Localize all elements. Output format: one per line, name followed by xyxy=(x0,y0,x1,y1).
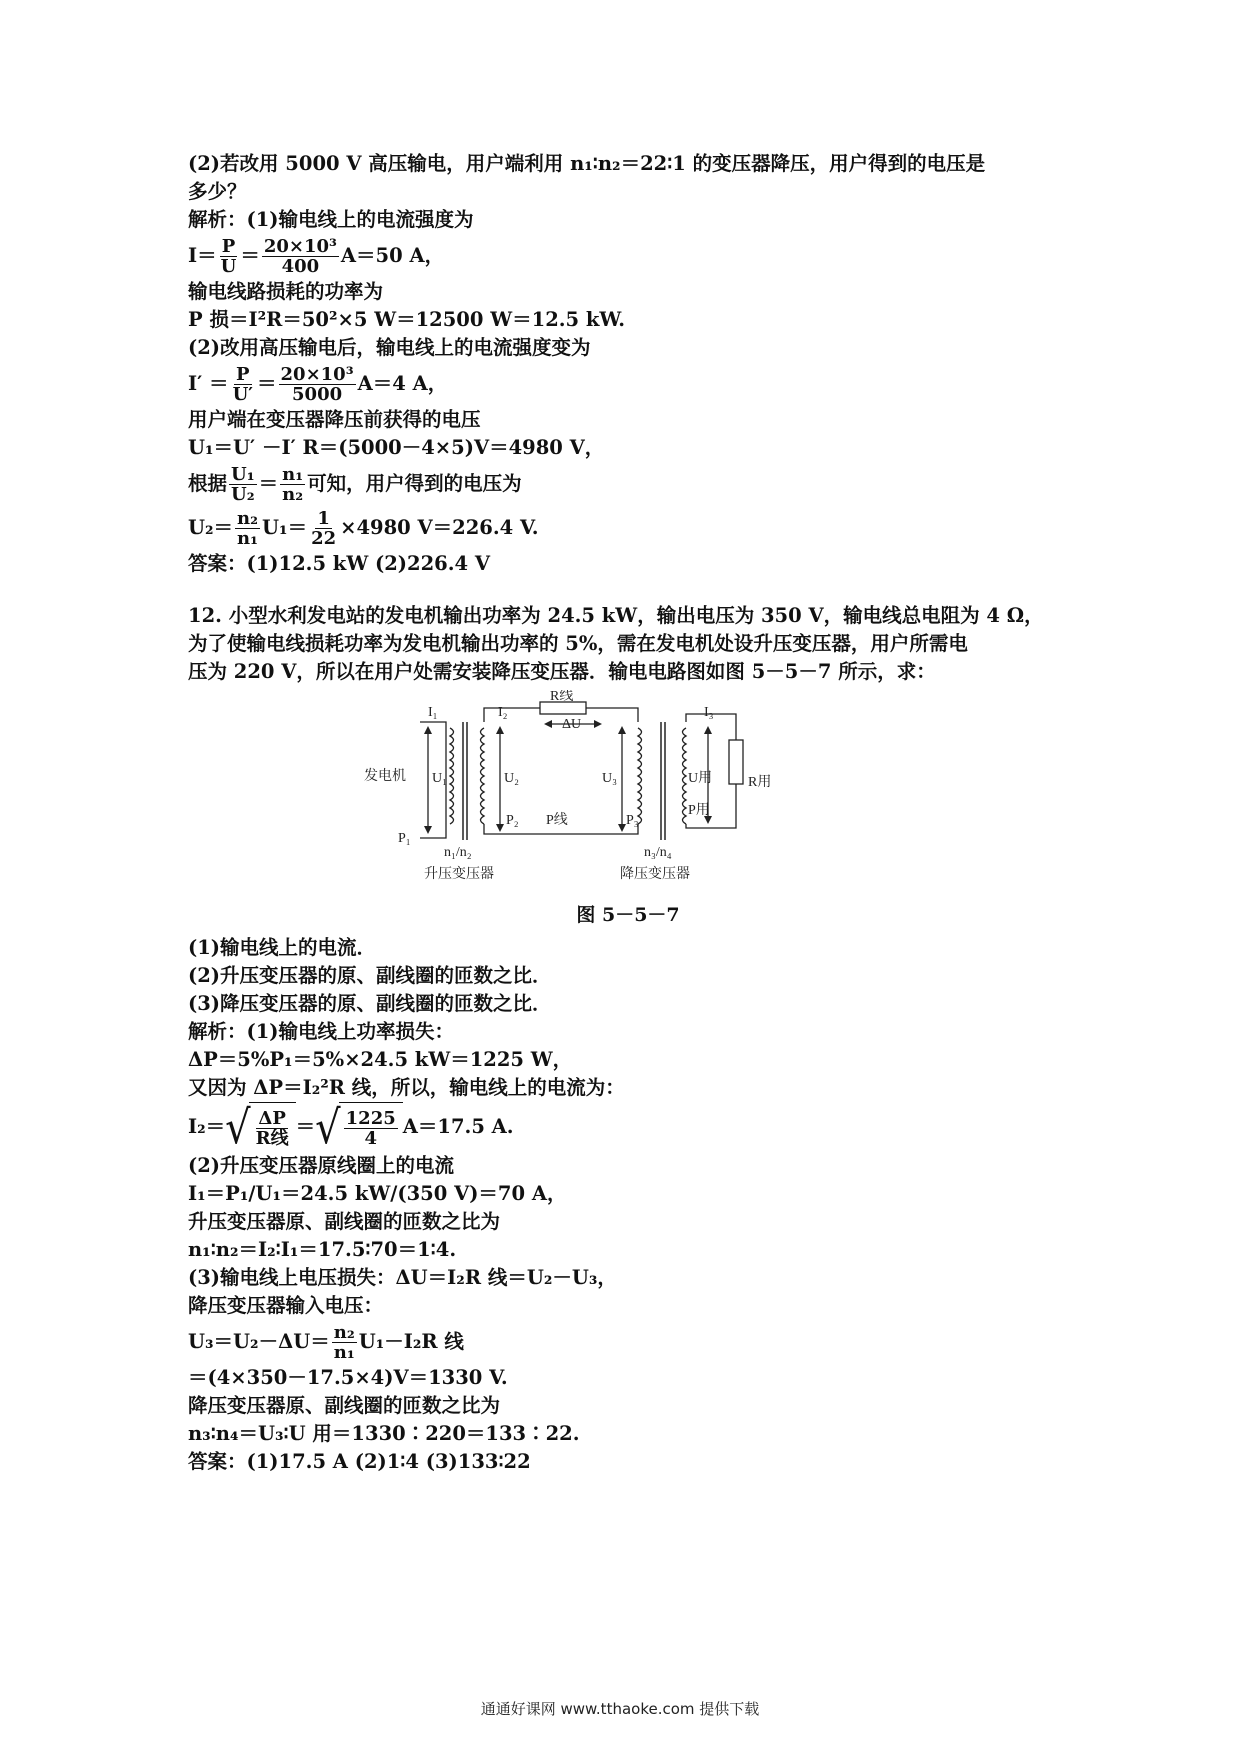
eq-text: I＝ xyxy=(188,244,217,267)
label-p-user: P用 xyxy=(688,803,710,818)
label-i1: I₁ xyxy=(428,705,438,720)
eq-text: ＝ xyxy=(240,244,260,267)
label-generator: 发电机 xyxy=(364,768,406,784)
circuit-diagram xyxy=(188,690,1068,900)
eq-text: ×4980 V＝226.4 V. xyxy=(340,516,539,539)
eq-text: A＝50 A， xyxy=(340,244,445,267)
eq-text: U₃＝U₂－ΔU＝ xyxy=(188,1330,330,1353)
document-page xyxy=(188,150,1068,1476)
solution-heading: 解析：(1)输电线上功率损失： xyxy=(188,1020,455,1043)
label-u2: U₂ xyxy=(504,771,519,786)
solution-text: 升压变压器原、副线圈的匝数之比为 xyxy=(188,1210,501,1233)
solution-text: 降压变压器输入电压： xyxy=(188,1294,384,1317)
equation-i2 xyxy=(188,1102,1068,1152)
eq-text: 根据 xyxy=(188,472,228,495)
solution-text: n₃∶n₄＝U₃∶U 用＝1330∶220＝133∶22. xyxy=(188,1422,580,1445)
coil-secondary-2 xyxy=(683,728,687,824)
eq-text: U₁＝ xyxy=(262,516,308,539)
label-r-user: R用 xyxy=(748,775,772,790)
label-i2: I₂ xyxy=(498,705,508,720)
solution-text: 用户端在变压器降压前获得的电压 xyxy=(188,408,481,431)
label-p-line: P线 xyxy=(546,813,568,828)
fraction: $\frac{\Delta P}{\text{R线}}$ xyxy=(255,1108,289,1149)
answer-line: 答案：(1)17.5 A (2)1∶4 (3)133∶22 xyxy=(188,1450,531,1473)
equation-current xyxy=(188,234,1068,278)
solution-text: 又因为 ΔP＝I₂²R 线，所以，输电线上的电流为： xyxy=(188,1076,625,1099)
figure-caption: 图 5－5－7 xyxy=(576,904,680,926)
solution-text: n₁∶n₂＝I₂∶I₁＝17.5∶70＝1∶4. xyxy=(188,1238,457,1261)
coil-primary-2 xyxy=(638,728,642,824)
question-text: 多少？ xyxy=(188,180,247,203)
label-r-line: R线 xyxy=(550,690,574,704)
label-p1: P₁ xyxy=(398,831,411,846)
fraction: $\frac{\text{n₂}}{\text{n₁}}$ xyxy=(333,1322,355,1363)
eq-text: I₂＝ xyxy=(188,1115,226,1138)
eq-text: ＝ xyxy=(257,372,277,395)
question-text: (2)升压变压器的原、副线圈的匝数之比． xyxy=(188,964,552,987)
solution-text: (2)升压变压器原线圈上的电流 xyxy=(188,1154,455,1177)
fraction: $\frac{\text{20×10³}}{5000}$ xyxy=(280,364,354,405)
solution-text: (3)输电线上电压损失：ΔU＝I₂R 线＝U₂－U₃， xyxy=(188,1266,617,1289)
eq-text: U₂＝ xyxy=(188,516,234,539)
solution-text: 降压变压器原、副线圈的匝数之比为 xyxy=(188,1394,501,1417)
label-p3: P₃ xyxy=(626,813,639,828)
fraction: $\frac{\text{U₁}}{\text{U₂}}$ xyxy=(231,464,255,505)
solution-text: I₁＝P₁/U₁＝24.5 kW/(350 V)＝70 A， xyxy=(188,1182,567,1205)
equation-u2 xyxy=(188,506,1068,550)
question-text: 12. 小型水利发电站的发电机输出功率为 24.5 kW，输出电压为 350 V，输电线总电阻为 4 Ω， xyxy=(188,604,1044,627)
question-text: (2)若改用 5000 V 高压输电，用户端利用 n₁∶n₂＝22∶1 的变压器降压，用户得到的电压是 xyxy=(188,152,986,175)
equation-ratio xyxy=(188,462,1068,506)
square-root: √ $\frac{\Delta P}{\text{R线}}$ xyxy=(225,1102,295,1153)
resistor-user xyxy=(729,740,743,784)
circuit-svg xyxy=(188,690,1068,900)
label-step-down: 降压变压器 xyxy=(620,866,690,882)
fraction: $\frac{P}{U}$ xyxy=(220,236,237,277)
fraction: $\frac{\text{n₂}}{\text{n₁}}$ xyxy=(237,508,259,549)
spacer xyxy=(188,578,1068,602)
question-text: 为了使输电线损耗功率为发电机输出功率的 5%，需在发电机处设升压变压器，用户所需电 xyxy=(188,632,968,655)
coil-secondary-1 xyxy=(481,728,485,824)
label-du: ΔU xyxy=(562,717,582,732)
page-footer: 通通好课网 www.tthaoke.com 提供下载 xyxy=(480,1700,760,1718)
fraction: $\frac{1225}{4}$ xyxy=(345,1108,396,1149)
eq-text: A＝17.5 A. xyxy=(402,1115,514,1138)
equation-loss: P 损＝I²R＝50²×5 W＝12500 W＝12.5 kW. xyxy=(188,308,626,331)
eq-text: ＝ xyxy=(295,1115,316,1138)
eq-text: ＝ xyxy=(258,472,279,495)
label-u3: U₃ xyxy=(602,771,617,786)
fraction: $\frac{\text{n₁}}{\text{n₂}}$ xyxy=(282,464,304,505)
solution-text: (2)改用高压输电后，输电线上的电流强度变为 xyxy=(188,336,591,359)
solution-text: 输电线路损耗的功率为 xyxy=(188,280,384,303)
equation-u1: U₁＝U′ －I′ R＝(5000－4×5)V＝4980 V， xyxy=(188,436,605,459)
wire xyxy=(484,708,540,722)
label-i3: I₃ xyxy=(704,705,714,720)
eq-text: 可知，用户得到的电压为 xyxy=(307,472,522,495)
label-u-user: U用 xyxy=(688,771,713,786)
eq-text: I′ ＝ xyxy=(188,372,229,395)
equation-u3 xyxy=(188,1320,1068,1364)
wire xyxy=(586,708,638,722)
solution-text: ＝(4×350－17.5×4)V＝1330 V. xyxy=(188,1366,508,1389)
fraction: $\frac{P}{U'}$ xyxy=(232,364,254,405)
solution-text: ΔP＝5%P₁＝5%×24.5 kW＝1225 W， xyxy=(188,1048,573,1071)
question-text: (1)输电线上的电流． xyxy=(188,936,377,959)
question-text: (3)降压变压器的原、副线圈的匝数之比． xyxy=(188,992,552,1015)
eq-text: A＝4 A， xyxy=(357,372,448,395)
label-n12: n₁/n₂ xyxy=(444,845,472,860)
eq-text: U₁－I₂R 线 xyxy=(358,1330,464,1353)
square-root: √ $\frac{1225}{4}$ xyxy=(315,1102,403,1153)
fraction: $\frac{1}{22}$ xyxy=(311,508,337,549)
question-text: 压为 220 V，所以在用户处需安装降压变压器．输电电路图如图 5－5－7 所示，求： xyxy=(188,660,936,683)
fraction: $\frac{\text{20×10³}}{400}$ xyxy=(263,236,337,277)
equation-current-hv xyxy=(188,362,1068,406)
solution-heading: 解析：(1)输电线上的电流强度为 xyxy=(188,208,474,231)
label-n34: n₃/n₄ xyxy=(644,845,672,860)
label-step-up: 升压变压器 xyxy=(424,866,494,882)
coil-primary-1 xyxy=(450,728,454,824)
label-u1: U₁ xyxy=(432,771,447,786)
label-p2: P₂ xyxy=(506,813,519,828)
answer-line: 答案：(1)12.5 kW (2)226.4 V xyxy=(188,552,491,575)
